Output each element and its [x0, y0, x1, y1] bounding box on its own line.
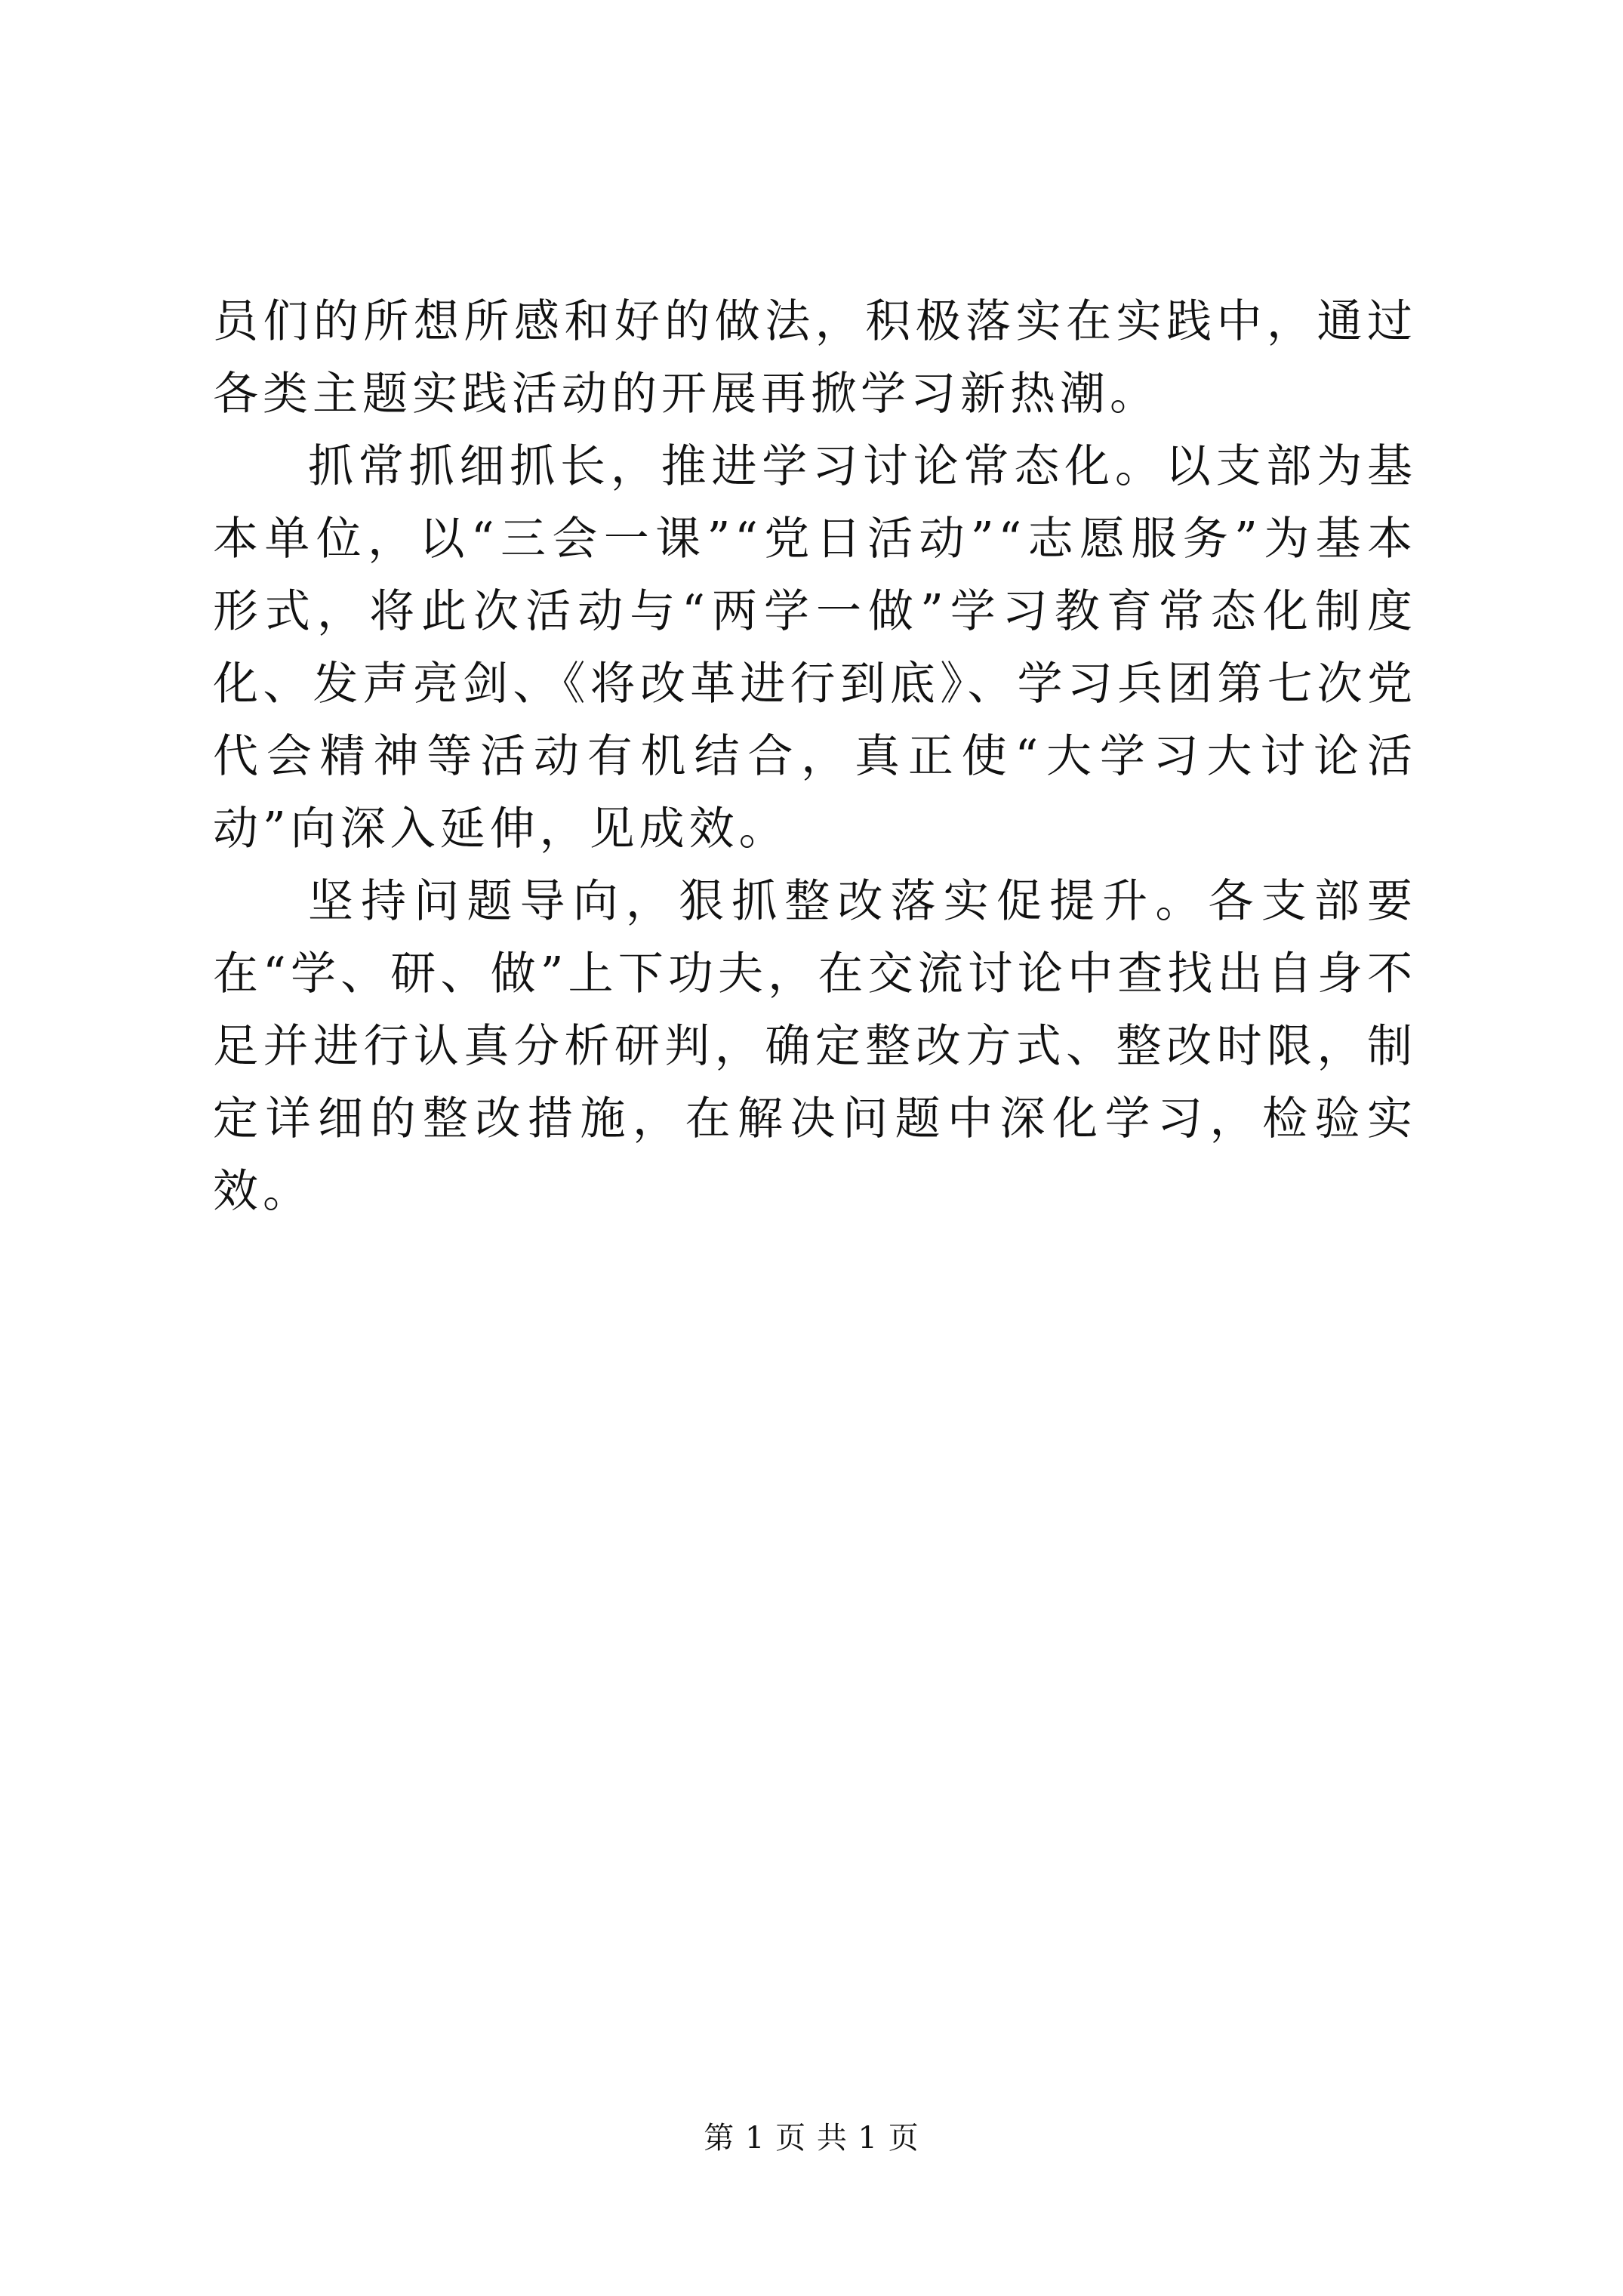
page-footer: 第 1 页 共 1 页	[704, 2121, 919, 2156]
paragraph-study-normalization: 抓常抓细抓长，推进学习讨论常态化。以支部为基本单位，以“三会一课”“党日活动”“志愿服务”为基本形式，将此次活动与“两学一做”学习教育常态化制度化、发声亮剑、《将改革进行到底》、学习兵团第七次党代会精神等活动有机结合，真正使“大学习大讨论活动”向深入延伸，见成效。	[213, 440, 1417, 855]
document-body	[213, 285, 1417, 1228]
paragraph-problem-oriented: 坚持问题导向，狠抓整改落实促提升。各支部要在“学、研、做”上下功夫，在交流讨论中查找出自身不足并进行认真分析研判，确定整改方式、整改时限，制定详细的整改措施，在解决问题中深化学习，检验实效。	[213, 875, 1417, 1218]
paragraph-continuation: 员们的所想所感和好的做法，积极落实在实践中，通过各类主题实践活动的开展再掀学习新热潮。	[213, 295, 1417, 421]
